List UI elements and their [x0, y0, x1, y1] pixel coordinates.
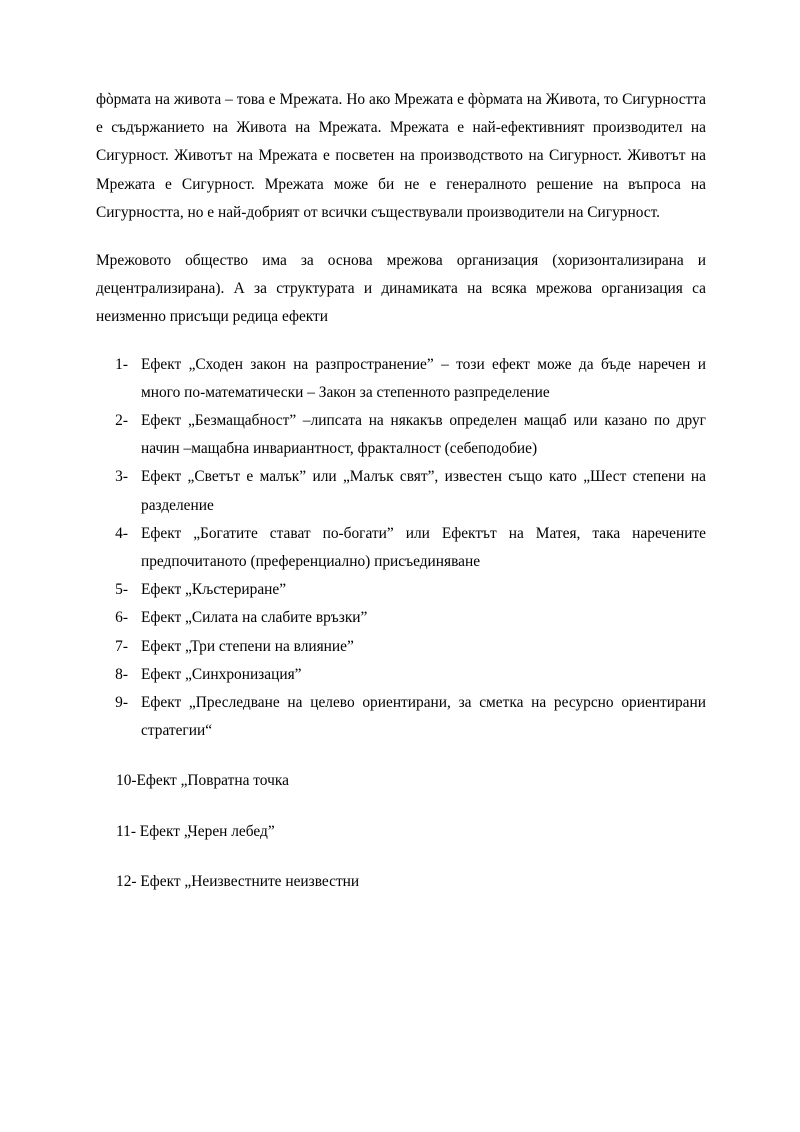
- list-item: [109, 633, 706, 661]
- list-item-marker: 8-: [115, 665, 128, 683]
- list-item-marker: 12-: [116, 872, 141, 890]
- list-item-text: Ефект „Неизвестните неизвестни: [140, 872, 360, 890]
- list-item-text: Ефект „Преследване на целево ориентирани, за сметка на ресурсно ориентирани стратегии“: [141, 694, 706, 740]
- list-item: [109, 407, 706, 463]
- list-item: [116, 868, 706, 896]
- list-item-marker: 4-: [115, 524, 128, 542]
- list-item-marker: 7-: [115, 637, 128, 655]
- list-item-text: Ефект „Синхронизация”: [141, 665, 302, 683]
- list-item: [116, 767, 706, 795]
- list-item-text: Ефект „Кљстериране”: [141, 581, 287, 599]
- list-item: [109, 604, 706, 632]
- list-item-text: Ефект „Светът е малък” или „Малък свят”, известен също като „Шест степени на разделение: [141, 468, 706, 514]
- list-item: [109, 351, 706, 407]
- list-item-text: Ефект „Повратна точка: [136, 772, 289, 790]
- list-item: [109, 520, 706, 576]
- list-item: [109, 689, 706, 745]
- list-item-text: Ефект „Силата на слабите връзки”: [141, 609, 368, 627]
- document-body: [96, 86, 706, 896]
- list-item-marker: 1-: [115, 355, 128, 373]
- list-item-text: Ефект „Три степени на влияние”: [141, 637, 354, 655]
- list-item-marker: 9-: [115, 694, 128, 712]
- paragraph-network-security: фòрмата на живота – това е Мрежата. Но ако Мрежата е фòрмата на Живота, то Сигурността е съдържанието на Живота на Мрежата. Мрежата е най-ефективният производител на Сигурност. Животът на Мрежата е посветен на производството на Сигурност. Животът на Мрежата е Сигурност. Мрежата може би не е генералното решение на въпроса на Сигурността, но е най-добрият от всички съществували производители на Сигурност.: [96, 91, 706, 221]
- effects-list: [96, 351, 706, 896]
- list-item-marker: 2-: [115, 412, 128, 430]
- list-item-marker: 11-: [116, 822, 140, 840]
- list-item: [109, 576, 706, 604]
- list-item-text: Ефект „Безмащабност” –липсата на някакъв определен мащаб или казано по друг начин –мащабна инвариантност, фракталност (себеподобие): [141, 412, 706, 458]
- list-item: [116, 818, 706, 846]
- paragraph-network-society: Мрежовото общество има за основа мрежова организация (хоризонтализирана и децентрализирана). А за структурата и динамиката на всяка мрежова организация са неизменно присъщи редица ефекти: [96, 252, 706, 326]
- list-item: [109, 661, 706, 689]
- list-item-text: Ефект „Сходен закон на разпространение” – този ефект може да бъде наречен и много по-математически – Закон за степенното разпределение: [141, 355, 706, 401]
- list-item-marker: 3-: [115, 468, 128, 486]
- list-item-marker: 5-: [115, 581, 128, 599]
- list-item-marker: 6-: [115, 609, 128, 627]
- list-item-text: Ефект „Черен лебед”: [139, 822, 275, 840]
- list-item: [109, 463, 706, 519]
- list-item-marker: 10-: [116, 772, 137, 790]
- list-item-text: Ефект „Богатите стават по-богати” или Ефектът на Матея, така наречените предпочитаното (преференциално) присъединяване: [141, 524, 706, 571]
